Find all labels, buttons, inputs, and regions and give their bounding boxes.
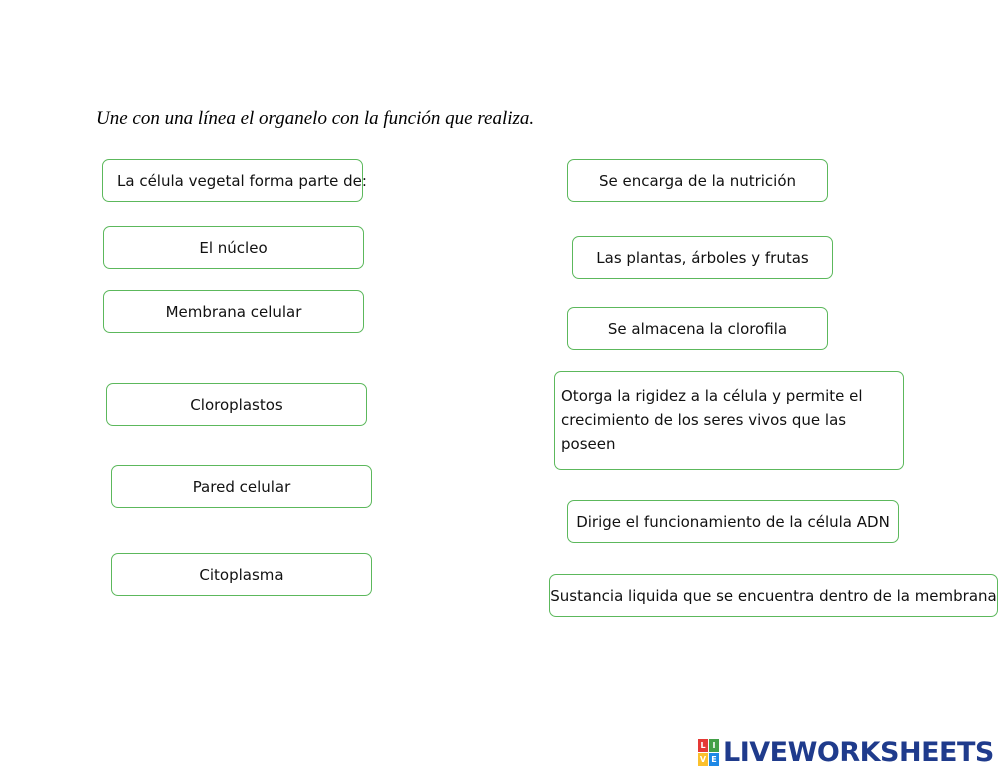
- logo-letter: I: [709, 739, 719, 752]
- logo-mark-icon: [698, 739, 719, 766]
- logo-letter: V: [699, 754, 707, 764]
- right-box-rigidez[interactable]: Otorga la rigidez a la célula y permite el crecimiento de los seres vivos que las poseen: [554, 371, 904, 470]
- right-box-adn[interactable]: Dirige el funcionamiento de la célula ADN: [567, 500, 899, 543]
- left-box-cloroplastos[interactable]: Cloroplastos: [106, 383, 367, 426]
- right-box-plantas[interactable]: Las plantas, árboles y frutas: [572, 236, 833, 279]
- logo-text: LIVEWORKSHEETS: [723, 736, 994, 768]
- logo-letter: L: [698, 739, 708, 752]
- left-box-citoplasma[interactable]: Citoplasma: [111, 553, 372, 596]
- right-box-nutricion[interactable]: Se encarga de la nutrición: [567, 159, 828, 202]
- left-box-celula-vegetal[interactable]: La célula vegetal forma parte de:: [102, 159, 363, 202]
- right-box-clorofila[interactable]: Se almacena la clorofila: [567, 307, 828, 350]
- logo-letter: E: [709, 753, 719, 766]
- left-box-membrana-celular[interactable]: Membrana celular: [103, 290, 364, 333]
- liveworksheets-logo: [698, 735, 994, 769]
- left-box-pared-celular[interactable]: Pared celular: [111, 465, 372, 508]
- left-box-nucleo[interactable]: El núcleo: [103, 226, 364, 269]
- instruction-text: Une con una línea el organelo con la función que realiza.: [96, 108, 535, 129]
- right-box-sustancia-liquida[interactable]: Sustancia liquida que se encuentra dentro de la membrana: [549, 574, 998, 617]
